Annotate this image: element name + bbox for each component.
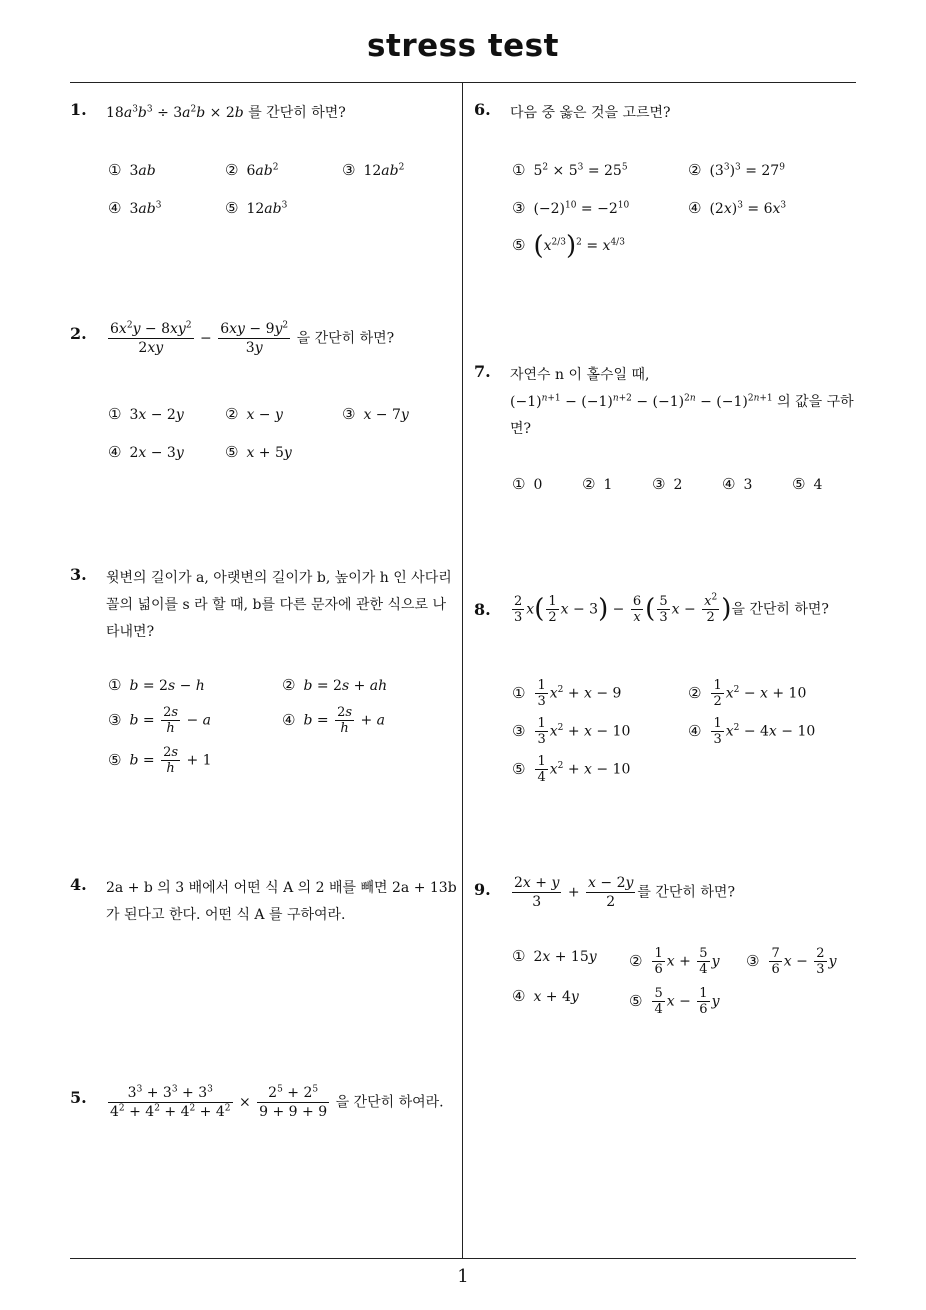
option-4[interactable]: ④ $\frac{1}{3}$ $x^2 - 4x - 10$ (688, 716, 816, 747)
option-2[interactable]: ② $(3^3)^3 = 27^9$ (688, 161, 785, 179)
option-3[interactable]: ③ $\frac{1}{3}$ $x^2 + x - 10$ (512, 716, 631, 747)
question-7 (474, 362, 858, 502)
option-1[interactable]: ① $5^2 \times 5^3 = 25^5$ (512, 161, 628, 179)
page-title: stress test (367, 28, 559, 64)
bottom-rule (70, 1258, 856, 1259)
option-4[interactable]: ④ b = $\frac{2s}{h}$ + a (282, 705, 386, 736)
question-6 (474, 100, 858, 270)
option-4[interactable]: ④ 3 (722, 475, 753, 493)
option-1[interactable]: ① $\frac{1}{3}$ $x^2 + x - 9$ (512, 678, 622, 709)
option-3[interactable]: ③ $(-2)^{10} = -2^{10}$ (512, 199, 630, 217)
question-number: 7. (474, 362, 491, 381)
option-2[interactable]: ② $6ab^2$ (225, 161, 279, 179)
option-1[interactable]: ① 3x − 2y (108, 405, 184, 423)
option-4[interactable]: ④ x + 4y (512, 987, 579, 1005)
question-8 (474, 592, 858, 788)
question-stem: $\frac{2}{3}$ x( $\frac{1}{2}$ x − 3) − $\frac{6}{x}$ ( $\frac{5}{3}$ x − $\frac{x^2}{2}$ )을 간단히 하면? (514, 592, 829, 625)
question-1 (70, 100, 460, 220)
option-3[interactable]: ③ x − 7y (342, 405, 409, 423)
option-4[interactable]: ④ 2x − 3y (108, 443, 184, 461)
question-stem: $\frac{6x^2y - 8xy^2}{2xy}$ − $\frac{6xy - 9y^2}{3y}$ 을 간단히 하면? (110, 320, 395, 356)
option-5[interactable]: ⑤ $12ab^3$ (225, 199, 288, 217)
option-4[interactable]: ④ $3ab^3$ (108, 199, 162, 217)
option-1[interactable]: ① 2x + 15y (512, 947, 597, 965)
question-number: 4. (70, 875, 87, 894)
option-4[interactable]: ④ $(2x)^3 = 6x^3$ (688, 199, 787, 217)
question-number: 8. (474, 600, 491, 619)
question-stem: $\frac{3^3 + 3^3 + 3^3}{4^2 + 4^2 + 4^2 + 4^2}$ × $\frac{2^5 + 2^5}{9 + 9 + 9}$ 을 간단히 하여라. (110, 1084, 444, 1120)
option-3[interactable]: ③ $12ab^2$ (342, 161, 405, 179)
option-5[interactable]: ⑤ $\frac{5}{4}$ x − $\frac{1}{6}$ y (629, 986, 720, 1017)
fraction: $\frac{3^3 + 3^3 + 3^3}{4^2 + 4^2 + 4^2 + 4^2}$ (110, 1084, 231, 1120)
option-5[interactable]: ⑤ x + 5y (225, 443, 292, 461)
top-rule (70, 82, 856, 83)
question-number: 2. (70, 324, 87, 343)
question-number: 6. (474, 100, 491, 119)
question-stem: 다음 중 옳은 것을 고르면? (510, 105, 671, 121)
option-2[interactable]: ② b = 2s + ah (282, 676, 388, 694)
option-3[interactable]: ③ $\frac{7}{6}$ x − $\frac{2}{3}$ y (746, 946, 837, 977)
option-1[interactable]: ① b = 2s − h (108, 676, 205, 694)
question-stem: 2a + b 의 3 배에서 어떤 식 A 의 2 배를 빼면 2a + 13b 가 된다고 한다. 어떤 식 A 를 구하여라. (106, 880, 457, 923)
option-3[interactable]: ③ b = $\frac{2s}{h}$ − a (108, 705, 212, 736)
option-2[interactable]: ② 1 (582, 475, 613, 493)
option-2[interactable]: ② x − y (225, 405, 283, 423)
question-stem: 윗변의 길이가 a, 아랫변의 길이가 b, 높이가 h 인 사다리꼴의 넓이를 s 라 할 때, b를 다른 문자에 관한 식으로 나타내면? (106, 570, 452, 640)
question-number: 5. (70, 1088, 87, 1107)
option-2[interactable]: ② $\frac{1}{6}$ x + $\frac{5}{4}$ y (629, 946, 720, 977)
option-2[interactable]: ② $\frac{1}{2}$ $x^2 - x + 10$ (688, 678, 807, 709)
option-5[interactable]: ⑤ $\frac{1}{4}$ $x^2 + x - 10$ (512, 754, 631, 785)
question-number: 9. (474, 880, 491, 899)
fraction: $\frac{6x^2y - 8xy^2}{2xy}$ (110, 320, 192, 356)
question-5 (70, 1084, 460, 1138)
option-1[interactable]: ① 3ab (108, 161, 156, 179)
question-number: 3. (70, 565, 87, 584)
question-stem: $18a^3b^3 \div 3a^2b \times 2b$ 를 간단히 하면? (106, 104, 346, 121)
question-tail: 을 간단히 하면? (296, 330, 395, 347)
option-3[interactable]: ③ 2 (652, 475, 683, 493)
fraction: $\frac{6xy - 9y^2}{3y}$ (220, 320, 289, 356)
page-number: 1 (457, 1266, 469, 1287)
column-divider (462, 83, 463, 1258)
question-number: 1. (70, 100, 87, 119)
option-5[interactable]: ⑤ 4 (792, 475, 823, 493)
question-4 (70, 875, 460, 935)
question-stem: 자연수 n 이 홀수일 때, $(-1)^{n+1} - (-1)^{n+2} - (-1)^{2n} - (-1)^{2n+1}$ 의 값을 구하면? (510, 367, 854, 437)
question-2 (70, 322, 460, 472)
question-tail: 을 간단히 하여라. (335, 1094, 444, 1111)
question-9 (474, 875, 858, 1028)
question-stem: $\frac{2x + y}{3}$ + $\frac{x - 2y}{2}$ 를 간단히 하면? (514, 875, 735, 910)
question-tail: 를 간단히 하면? (248, 105, 346, 121)
question-3 (70, 565, 460, 785)
option-5[interactable]: ⑤ $(x^{2/3})^2 = x^{4/3}$ (512, 231, 625, 261)
fraction: $\frac{2^5 + 2^5}{9 + 9 + 9}$ (259, 1084, 328, 1120)
option-1[interactable]: ① 0 (512, 475, 543, 493)
option-5[interactable]: ⑤ b = $\frac{2s}{h}$ + 1 (108, 745, 212, 776)
